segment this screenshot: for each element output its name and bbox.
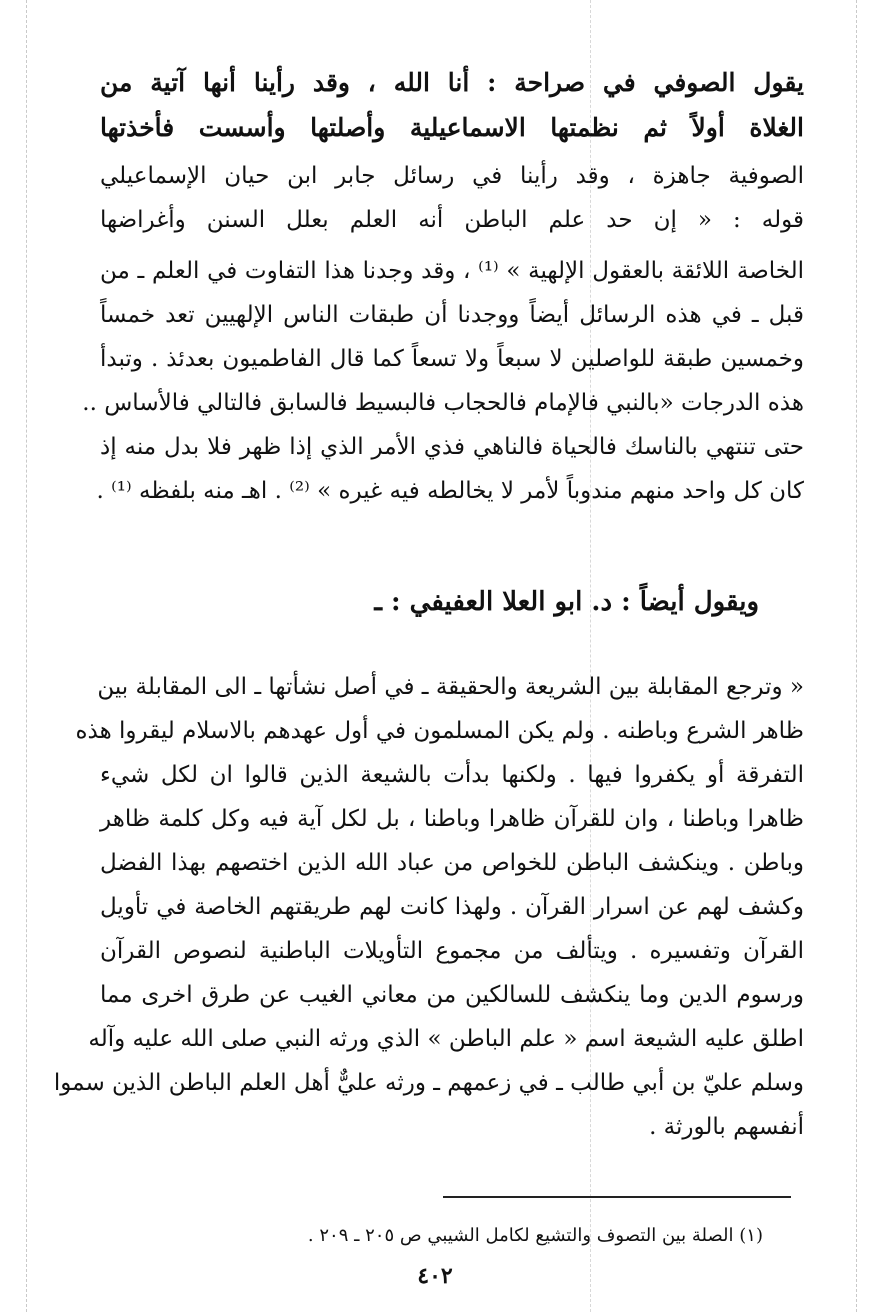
paragraph-2-line: قبل ـ في هذه الرسائل أيضاً ووجدنا أن طبقات الناس الإلهيين تعد خمساً xyxy=(100,302,804,328)
paragraph-2-line: هذه الدرجات «بالنبي فالإمام فالحجاب فالبسيط فالسابق فالتالي فالأساس .. xyxy=(82,390,804,416)
paragraph-3-line: وكشف لهم عن اسرار القرآن . ولهذا كانت لهم طريقتهم الخاصة في تأويل xyxy=(100,894,804,920)
paragraph-3-line: ظاهر الشرع وباطنه . ولم يكن المسلمون في أول عهدهم بالاسلام ليقروا هذه xyxy=(75,718,804,744)
paragraph-3-line: « وترجع المقابلة بين الشريعة والحقيقة ـ في أصل نشأتها ـ الى المقابلة بين xyxy=(97,674,804,700)
paragraph-3-line: ظاهرا وباطنا ، وان للقرآن ظاهرا وباطنا ، بل لكل آية فيه وكل كلمة ظاهر xyxy=(100,806,804,832)
paragraph-3-line: أنفسهم بالورثة . xyxy=(649,1114,804,1140)
paragraph-3-line: اطلق عليه الشيعة اسم « علم الباطن » الذي ورثه النبي صلى الله عليه وآله xyxy=(88,1026,804,1052)
paragraph-3-line: وسلم عليّ بن أبي طالب ـ في زعمهم ـ ورثه عليٌّ أهل العلم الباطن الذين سموا xyxy=(53,1070,804,1096)
footnote-separator xyxy=(443,1196,791,1198)
section-heading: ويقول أيضاً : د. ابو العلا العفيفي : ـ xyxy=(374,587,759,617)
paragraph-1-line: يقول الصوفي في صراحة : أنا الله ، وقد رأينا أنها آتية من xyxy=(100,68,804,97)
paragraph-2-line: وخمسين طبقة للواصلين لا سبعاً ولا تسعاً كما قال الفاطميون بعدئذ . وتبدأ xyxy=(100,346,804,372)
footnote: (١) الصلة بين التصوف والتشيع لكامل الشيبي ص ٢٠٥ ـ ٢٠٩ . xyxy=(307,1225,763,1246)
paragraph-2-line: حتى تنتهي بالناسك فالحياة فالناهي فذي الأمر الذي إذا ظهر فلا بدل منه إذ xyxy=(100,434,804,460)
paragraph-2-line: كان كل واحد منهم مندوباً لأمر لا يخالطه فيه غيره » ⁽²⁾ . اهـ منه بلفظه ⁽¹⁾ . xyxy=(96,478,804,504)
paragraph-3-line: التفرقة أو يكفروا فيها . ولكنها بدأت بالشيعة الذين قالوا ان لكل شيء xyxy=(100,762,804,788)
page-number: ٤٠٢ xyxy=(417,1263,453,1289)
paragraph-3-line: ورسوم الدين وما ينكشف للسالكين من معاني الغيب عن طرق اخرى مما xyxy=(100,982,804,1008)
scan-fold-line-right xyxy=(856,0,857,1312)
scan-fold-line-left xyxy=(26,0,27,1312)
paragraph-1-line: قوله : « إن حد علم الباطن أنه العلم بعلل السنن وأغراضها xyxy=(100,207,804,233)
paragraph-3-line: وباطن . وينكشف الباطن للخواص من عباد الله الذين اختصهم بهذا الفضل xyxy=(100,850,804,876)
paragraph-1-line: الصوفية جاهزة ، وقد رأينا في رسائل جابر ابن حيان الإسماعيلي xyxy=(100,163,804,189)
paragraph-1-line: الغلاة أولاً ثم نظمتها الاسماعيلية وأصلتها وأسست فأخذتها xyxy=(100,113,804,142)
paragraph-3-line: القرآن وتفسيره . ويتألف من مجموع التأويلات الباطنية لنصوص القرآن xyxy=(100,938,804,964)
paragraph-2-line: الخاصة اللائقة بالعقول الإلهية » ⁽¹⁾ ، وقد وجدنا هذا التفاوت في العلم ـ من xyxy=(100,258,804,284)
